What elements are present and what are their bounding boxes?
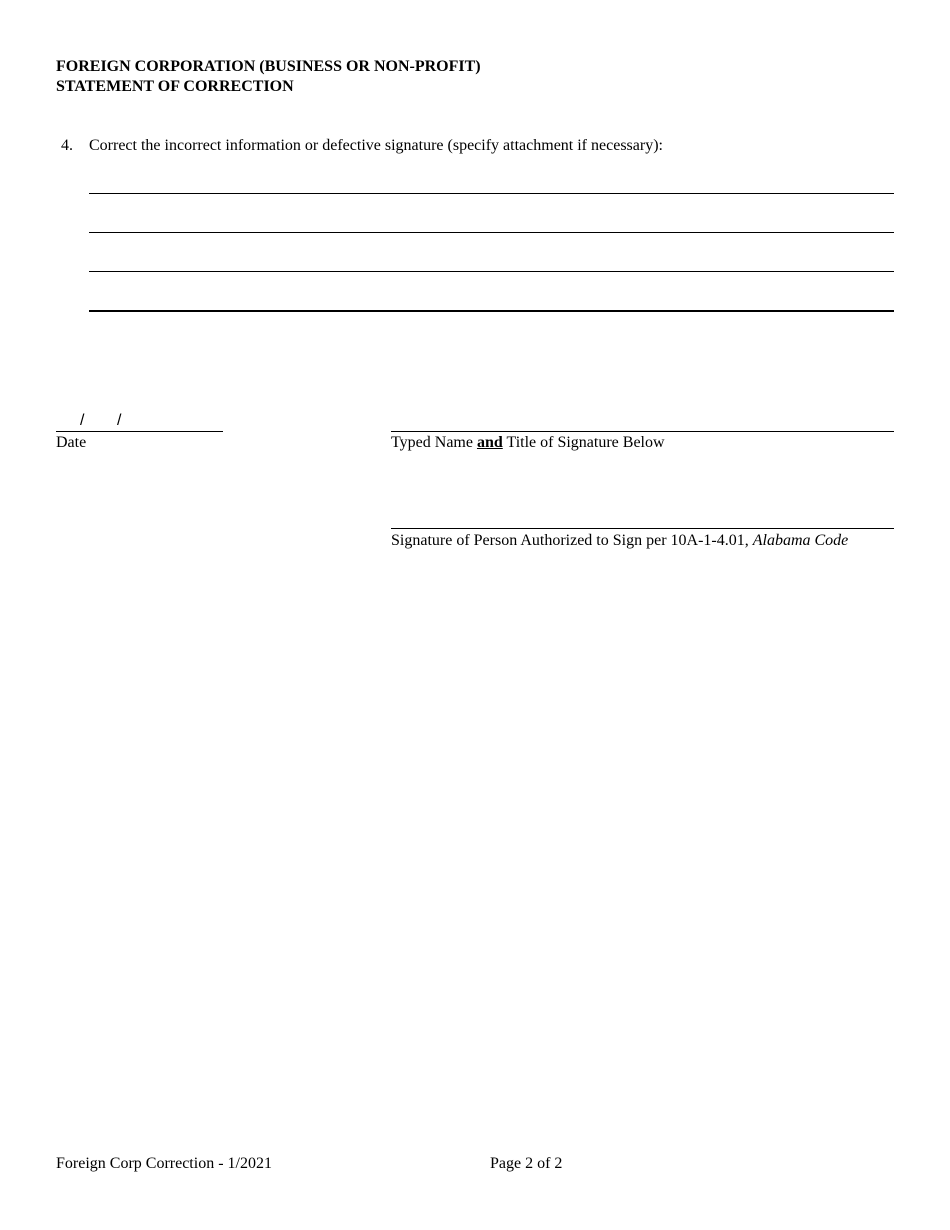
item-number: 4.: [61, 137, 73, 154]
date-label: Date: [56, 434, 87, 451]
typed-name-label-part2: Title of Signature Below: [502, 434, 665, 451]
signature-label-code: Alabama Code: [752, 532, 849, 549]
typed-name-label-part1: Typed Name: [391, 434, 477, 451]
form-title-line2: STATEMENT OF CORRECTION: [56, 78, 294, 95]
signature-label-text: Signature of Person Authorized to Sign per 10A-1-4.01,: [391, 532, 753, 549]
correction-line-4[interactable]: [89, 310, 894, 312]
item-instruction: Correct the incorrect information or defective signature (specify attachment if necessary):: [89, 137, 663, 154]
correction-line-1[interactable]: [89, 193, 894, 194]
correction-line-3[interactable]: [89, 271, 894, 272]
footer-form-id: Foreign Corp Correction - 1/2021: [56, 1155, 272, 1172]
correction-line-2[interactable]: [89, 232, 894, 233]
form-title-line1: FOREIGN CORPORATION (BUSINESS OR NON-PROFIT): [56, 58, 481, 75]
signature-field[interactable]: [391, 528, 894, 529]
typed-name-label: [391, 433, 665, 453]
footer-page-number: Page 2 of 2: [490, 1155, 563, 1172]
date-slash-2: /: [117, 412, 122, 429]
date-field[interactable]: [56, 431, 223, 432]
signature-label: [391, 531, 848, 551]
form-title: [56, 57, 481, 97]
date-slash-1: /: [80, 412, 85, 429]
typed-name-label-and: and: [476, 434, 503, 451]
typed-name-field[interactable]: [391, 431, 894, 432]
